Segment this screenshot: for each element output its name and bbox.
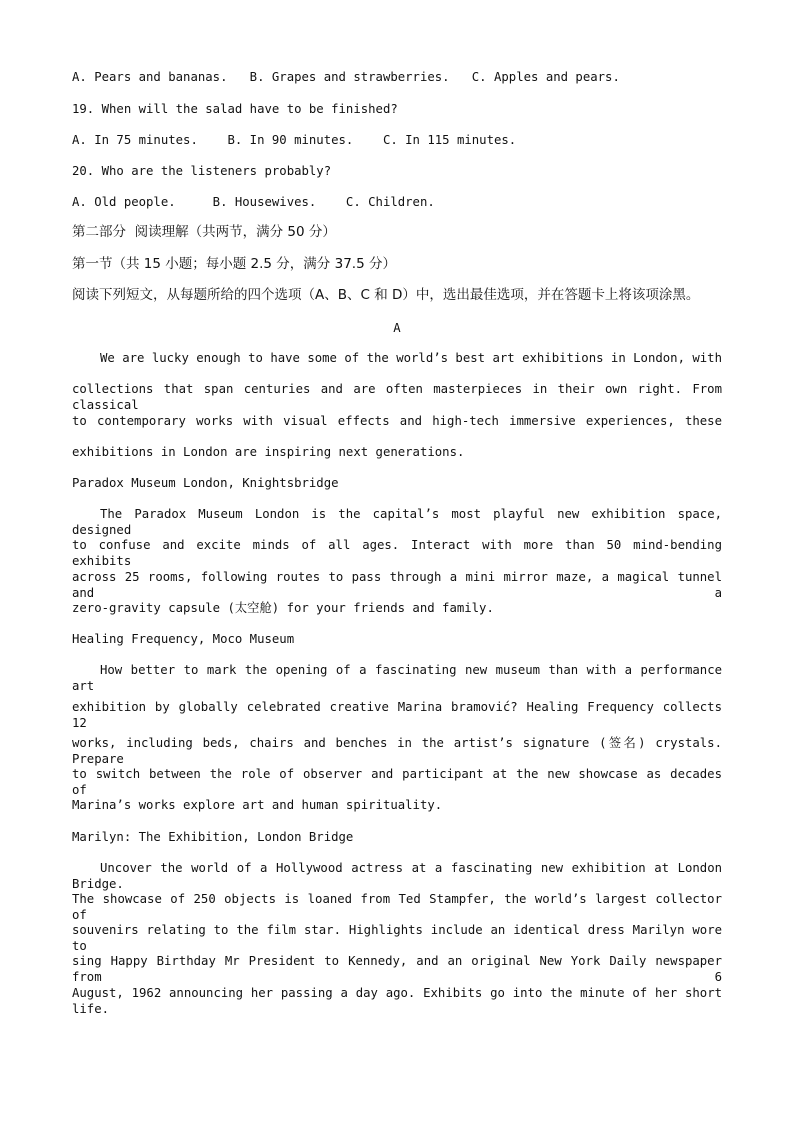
reading-instruction: 阅读下列短文，从每题所给的四个选项（A、B、C 和 D）中，选出最佳选项，并在答题卡上将该项涂黑。 bbox=[72, 287, 700, 303]
paradox-line-3: across 25 rooms, following routes to pass through a mini mirror maze, a magical tunnel and a bbox=[72, 570, 722, 600]
q20-options: A. Old people. B. Housewives. C. Children. bbox=[72, 195, 435, 209]
marilyn-line-1: Uncover the world of a Hollywood actress at a fascinating new exhibition at London Bridge. bbox=[72, 861, 722, 891]
part-two-heading: 第二部分 阅读理解（共两节，满分 50 分） bbox=[72, 224, 336, 240]
paradox-line-1: The Paradox Museum London is the capital’s most playful new exhibition space, designed bbox=[72, 507, 722, 537]
paradox-line-4: zero-gravity capsule (太空舱) for your friends and family. bbox=[72, 601, 494, 615]
intro-line-3: to contemporary works with visual effects and high-tech immersive experiences, these bbox=[72, 414, 722, 428]
healing-line-4: to switch between the role of observer and participant at the new showcase as decades of bbox=[72, 767, 722, 797]
q19-options: A. In 75 minutes. B. In 90 minutes. C. In 115 minutes. bbox=[72, 133, 517, 147]
q18-options: A. Pears and bananas. B. Grapes and strawberries. C. Apples and pears. bbox=[72, 70, 620, 84]
paradox-line-2: to confuse and excite minds of all ages. Interact with more than 50 mind-bending exhibits bbox=[72, 538, 722, 568]
passage-label: A bbox=[393, 321, 401, 335]
healing-line-5: Marina’s works explore art and human spirituality. bbox=[72, 798, 443, 812]
intro-line-4: exhibitions in London are inspiring next generations. bbox=[72, 445, 465, 459]
healing-line-3: works, including beds, chairs and benches in the artist’s signature (签名) crystals. Prepare bbox=[72, 736, 722, 766]
question-19: 19. When will the salad have to be finished? bbox=[72, 102, 398, 116]
exhibition-heading-paradox: Paradox Museum London, Knightsbridge bbox=[72, 476, 339, 490]
exhibition-heading-healing: Healing Frequency, Moco Museum bbox=[72, 632, 295, 646]
intro-line-2: collections that span centuries and are often masterpieces in their own right. From classical bbox=[72, 382, 722, 412]
exhibition-heading-marilyn: Marilyn: The Exhibition, London Bridge bbox=[72, 830, 354, 844]
marilyn-line-5: August, 1962 announcing her passing a day ago. Exhibits go into the minute of her short life. bbox=[72, 986, 722, 1016]
section-one-heading: 第一节（共 15 小题；每小题 2.5 分，满分 37.5 分） bbox=[72, 256, 396, 272]
question-20: 20. Who are the listeners probably? bbox=[72, 164, 332, 178]
marilyn-line-4: sing Happy Birthday Mr President to Kennedy, and an original New York Daily newspaper from 6 bbox=[72, 954, 722, 984]
marilyn-line-3: souvenirs relating to the film star. Highlights include an identical dress Marilyn wore to bbox=[72, 923, 722, 953]
intro-line-1: We are lucky enough to have some of the world’s best art exhibitions in London, with bbox=[100, 351, 722, 365]
marilyn-line-2: The showcase of 250 objects is loaned from Ted Stampfer, the world’s largest collector of bbox=[72, 892, 722, 922]
healing-line-1: How better to mark the opening of a fascinating new museum than with a performance art bbox=[72, 663, 722, 693]
healing-line-2: exhibition by globally celebrated creative Marina bramović? Healing Frequency collects 12 bbox=[72, 700, 722, 730]
